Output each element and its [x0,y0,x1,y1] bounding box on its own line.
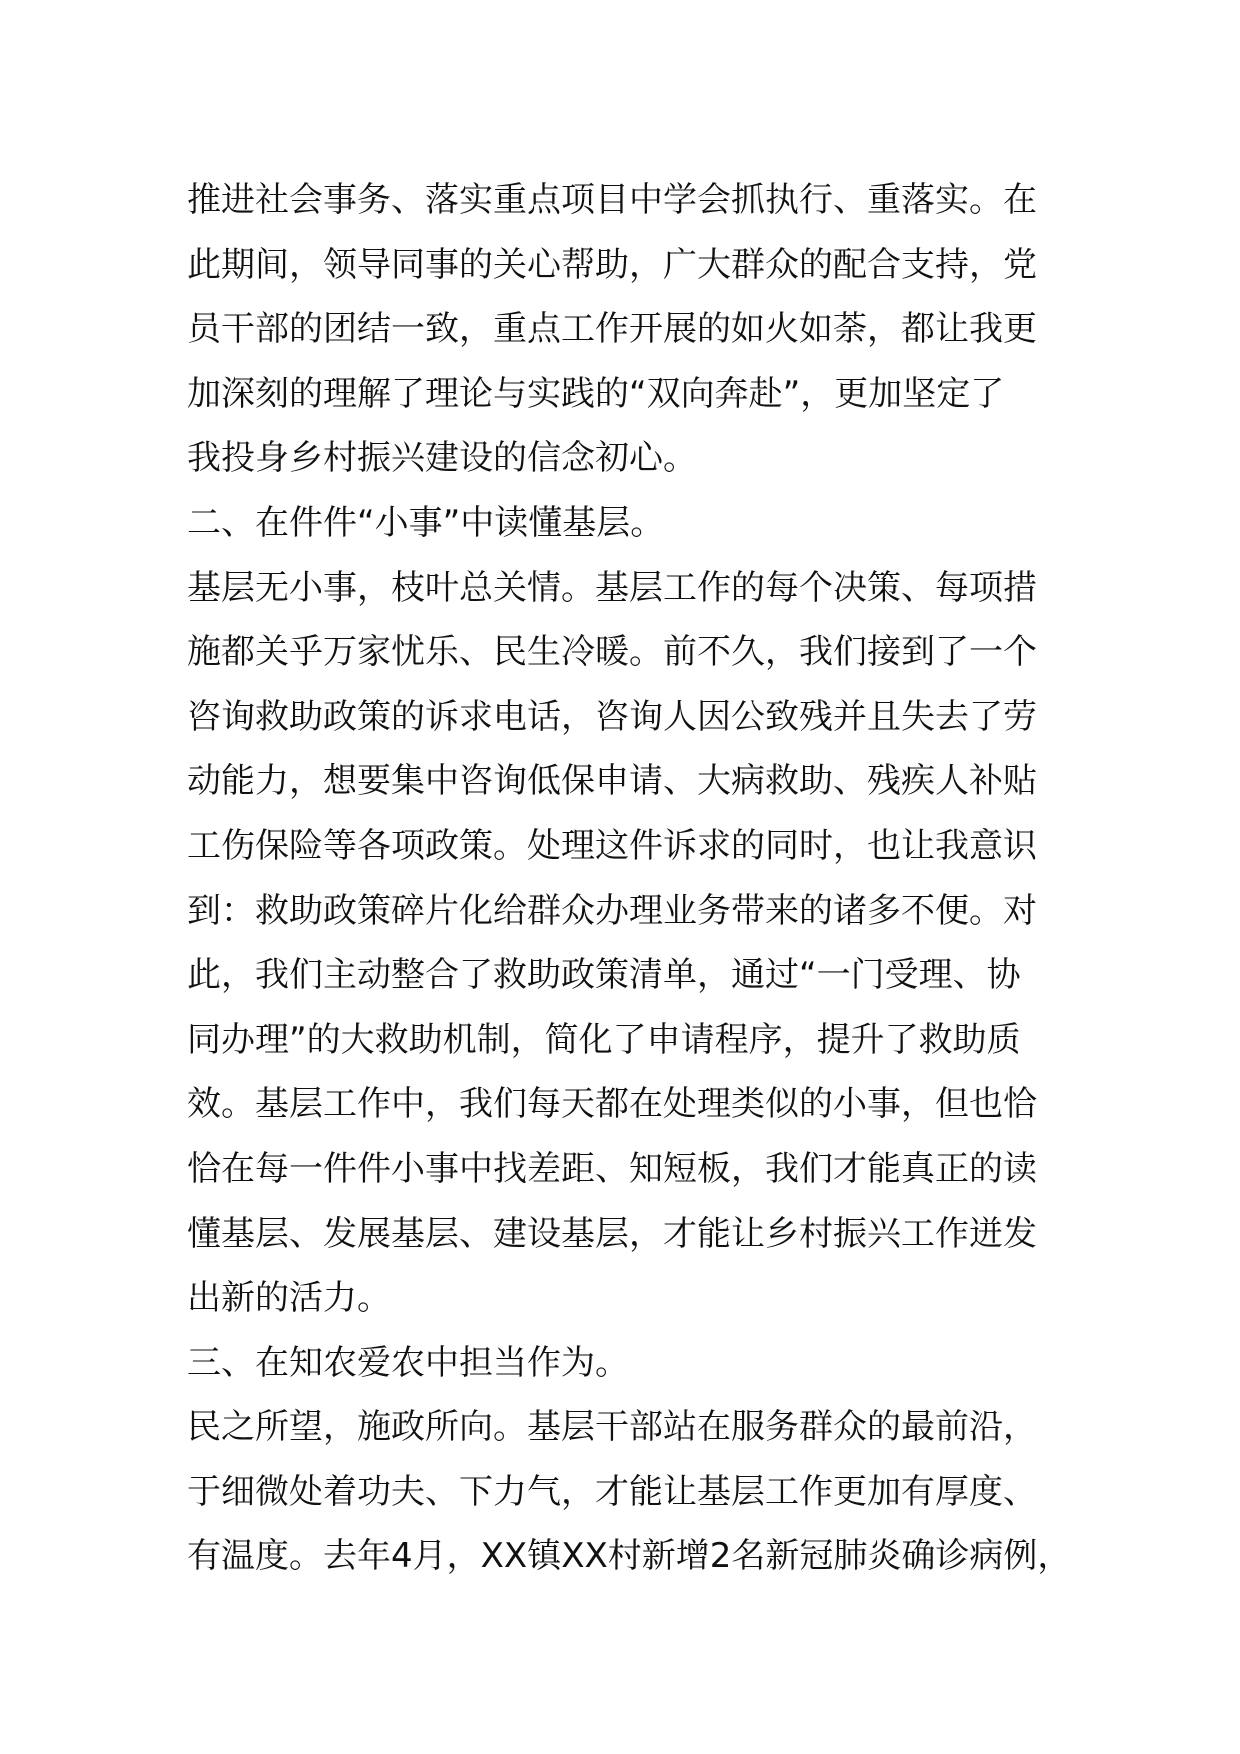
text-line-8: 施都关乎万家忧乐、民生冷暖。前不久，我们接到了一个 [187,632,1037,673]
text-line-17: 懂基层、发展基层、建设基层，才能让乡村振兴工作迸发 [187,1213,1037,1254]
text-line-9: 咨询救助政策的诉求电话，咨询人因公致残并且失去了劳 [187,696,1037,737]
text-line-12: 到：救助政策碎片化给群众办理业务带来的诸多不便。对 [187,890,1037,931]
text-line-10: 动能力，想要集中咨询低保申请、大病救助、残疾人补贴 [187,761,1037,802]
text-line-22: 有温度。去年4月，XX镇XX村新增2名新冠肺炎确诊病例， [187,1536,1072,1577]
document-body [187,168,1072,1589]
text-line-13: 此，我们主动整合了救助政策清单，通过“一门受理、协 [187,955,1021,996]
section-heading-3: 三、在知农爱农中担当作为。 [187,1342,629,1383]
text-line-4: 加深刻的理解了理论与实践的“双向奔赴”，更加坚定了 [187,373,1005,414]
text-line-2: 此期间，领导同事的关心帮助，广大群众的配合支持，党 [187,244,1037,285]
text-line-5: 我投身乡村振兴建设的信念初心。 [187,438,697,479]
text-line-14: 同办理”的大救助机制，简化了申请程序，提升了救助质 [187,1019,1021,1060]
text-line-20: 民之所望，施政所向。基层干部站在服务群众的最前沿， [187,1407,1037,1448]
text-line-16: 恰在每一件件小事中找差距、知短板，我们才能真正的读 [187,1148,1037,1189]
text-line-15: 效。基层工作中，我们每天都在处理类似的小事，但也恰 [187,1084,1037,1125]
text-line-1: 推进社会事务、落实重点项目中学会抓执行、重落实。在 [187,180,1037,220]
text-line-18: 出新的活力。 [187,1278,391,1319]
section-heading-2: 二、在件件“小事”中读懂基层。 [187,502,665,543]
text-line-11: 工伤保险等各项政策。处理这件诉求的同时，也让我意识 [187,825,1037,866]
text-line-3: 员干部的团结一致，重点工作开展的如火如荼，都让我更 [187,309,1037,350]
text-line-21: 于细微处着功夫、下力气，才能让基层工作更加有厚度、 [187,1471,1037,1512]
text-line-7: 基层无小事，枝叶总关情。基层工作的每个决策、每项措 [187,567,1037,608]
